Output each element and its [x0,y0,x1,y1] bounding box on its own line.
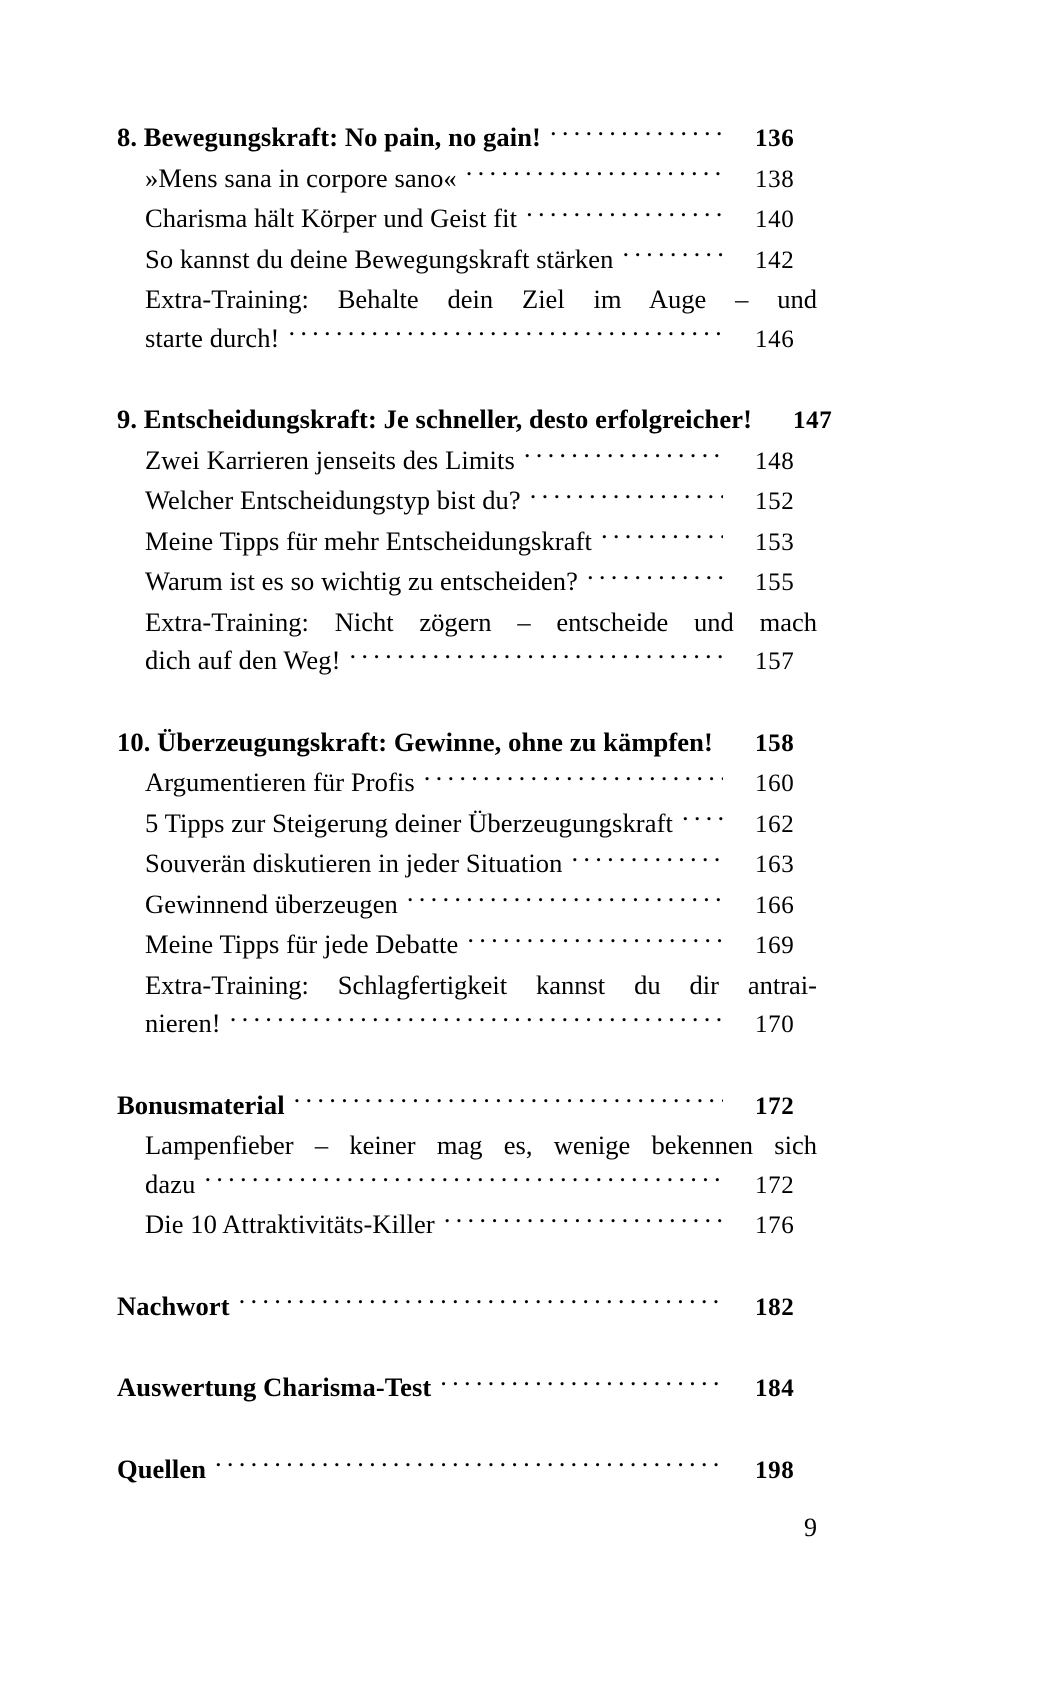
toc-page-number: 169 [755,932,795,959]
dot-leader [467,927,723,954]
dot-leader [424,765,723,792]
toc-page-number: 166 [755,891,795,919]
toc-group [117,1086,817,1246]
dot-leader [466,160,723,187]
table-of-contents [117,118,833,1490]
toc-chapter-row[interactable] [117,1086,817,1127]
toc-page-number: 142 [755,246,795,274]
toc-page-number: 147 [793,407,833,434]
toc-page-number: 184 [755,1375,795,1402]
toc-page-number: 162 [755,810,795,838]
toc-entry-row[interactable] [145,199,817,240]
toc-group [117,723,817,1045]
toc-group [117,1450,817,1491]
dot-leader [682,805,723,832]
toc-entry-label: Gewinnend überzeugen [145,888,398,919]
toc-chapter-label: 10. Überzeugungskraft: Gewinne, ohne zu kämpfen! [117,726,713,757]
toc-entry-row[interactable] [145,522,817,563]
group-spacer [117,682,817,723]
toc-group [117,1287,817,1328]
toc-entry-label: Meine Tipps für jede Debatte [145,929,459,959]
toc-page-number: 155 [755,569,795,596]
toc-entry-label-line2: nieren! [145,1008,221,1038]
toc-entry-row[interactable] [145,240,817,281]
dot-leader [601,523,723,550]
toc-group [117,1368,817,1409]
toc-page-number: 160 [755,770,795,797]
dot-leader [350,643,723,670]
toc-entry-label-line2: starte durch! [145,322,280,353]
toc-chapter-row[interactable] [117,723,817,764]
toc-entry-label: Zwei Karrieren jenseits des Limits [145,444,515,475]
dot-leader [288,320,723,347]
toc-entry-label: Souverän diskutieren in jeder Situation [145,848,563,878]
toc-entry-label: Argumentieren für Profis [145,767,415,797]
toc-entry-row[interactable] [145,763,817,804]
toc-entry-row[interactable] [145,319,817,360]
dot-leader [407,886,723,913]
group-spacer [117,1045,817,1086]
dot-leader [572,846,723,873]
toc-chapter-row[interactable] [117,1368,817,1409]
toc-entry-label: Warum ist es so wichtig zu entscheiden? [145,566,579,596]
toc-page-number: 176 [755,1212,795,1239]
toc-chapter-label: Auswertung Charisma-Test [117,1372,432,1402]
toc-entry-row[interactable] [145,641,817,682]
toc-entry-label: Welcher Entscheidungstyp bist du? [145,485,521,515]
toc-entry-row[interactable] [145,925,817,966]
dot-leader [444,1207,723,1234]
toc-entry-label: Die 10 Attraktivitäts-Killer [145,1209,435,1239]
toc-group [117,118,817,359]
toc-entry-row[interactable] [145,481,817,522]
dot-leader [526,201,723,228]
dot-leader [530,483,723,510]
toc-page-number: 198 [755,1456,795,1484]
toc-page-number: 182 [755,1293,795,1321]
toc-page-number: 172 [755,1092,795,1120]
dot-leader [524,442,723,469]
toc-entry-row[interactable] [145,1004,817,1045]
toc-group [117,400,833,682]
toc-entry-label-line2: dich auf den Weg! [145,645,341,675]
group-spacer [117,1246,817,1287]
toc-entry-label-line1: Extra-Training: Schlagfertigkeit kannst du dir antrai- [145,969,817,1000]
toc-entry-label: »Mens sana in corpore sano« [145,162,457,193]
toc-page-number: 170 [755,1011,795,1038]
toc-entry-row[interactable] [145,159,817,200]
dot-leader [622,241,723,268]
dot-leader [215,1451,723,1478]
toc-entry-label: So kannst du deine Bewegungskraft stärken [145,243,614,274]
toc-page-number: 140 [755,206,795,233]
dot-leader [550,120,723,147]
toc-entry-row[interactable] [145,1205,817,1246]
toc-chapter-row[interactable] [117,1287,817,1328]
toc-entry-row[interactable] [145,885,817,926]
toc-chapter-label: Bonusmaterial [117,1089,285,1120]
toc-entry-label: 5 Tipps zur Steigerung deiner Überzeugungskraft [145,807,673,838]
dot-leader [204,1166,723,1193]
group-spacer [117,1327,817,1368]
dot-leader [722,724,723,751]
toc-entry-label-line2: dazu [145,1168,196,1199]
dot-leader [239,1288,723,1315]
toc-chapter-label: Quellen [117,1453,207,1484]
toc-entry-label-line1: Lampenfieber – keiner mag es, wenige bekennen sich [145,1130,817,1160]
toc-page-number: 148 [755,447,795,475]
toc-chapter-row[interactable] [117,1450,817,1491]
toc-page-number: 163 [755,851,795,878]
toc-page-number: 136 [755,125,795,152]
toc-entry-label: Meine Tipps für mehr Entscheidungskraft [145,525,592,556]
toc-entry-row[interactable] [145,1165,817,1206]
toc-page-number: 146 [755,325,795,353]
toc-page-number: 157 [755,648,795,675]
toc-page-number: 153 [755,528,795,556]
page-folio-number: 9 [804,1513,817,1542]
group-spacer [117,1409,817,1450]
dot-leader [587,564,723,591]
toc-page-number: 172 [755,1171,795,1199]
toc-chapter-label: 9. Entscheidungskraft: Je schneller, desto erfolgreicher! [117,404,752,434]
toc-entry-row[interactable] [145,804,817,845]
toc-chapter-label: 8. Bewegungskraft: No pain, no gain! [117,122,541,152]
group-spacer [117,359,817,400]
toc-entry-label: Charisma hält Körper und Geist fit [145,203,518,233]
dot-leader [294,1087,723,1114]
toc-page-number: 152 [755,488,795,515]
toc-entry-row[interactable] [145,441,817,482]
toc-page-number: 138 [755,165,795,193]
toc-entry-row[interactable] [145,562,817,603]
toc-chapter-row[interactable] [117,118,817,159]
dot-leader [440,1370,723,1397]
dot-leader [230,1006,723,1033]
toc-chapter-label: Nachwort [117,1290,230,1321]
toc-chapter-row[interactable] [117,400,833,441]
toc-entry-row[interactable] [145,844,817,885]
toc-entry-label-line1: Extra-Training: Behalte dein Ziel im Auge – und [145,284,817,314]
toc-page-number: 158 [755,729,795,757]
toc-entry-label-line1: Extra-Training: Nicht zögern – entscheide und mach [145,606,817,637]
